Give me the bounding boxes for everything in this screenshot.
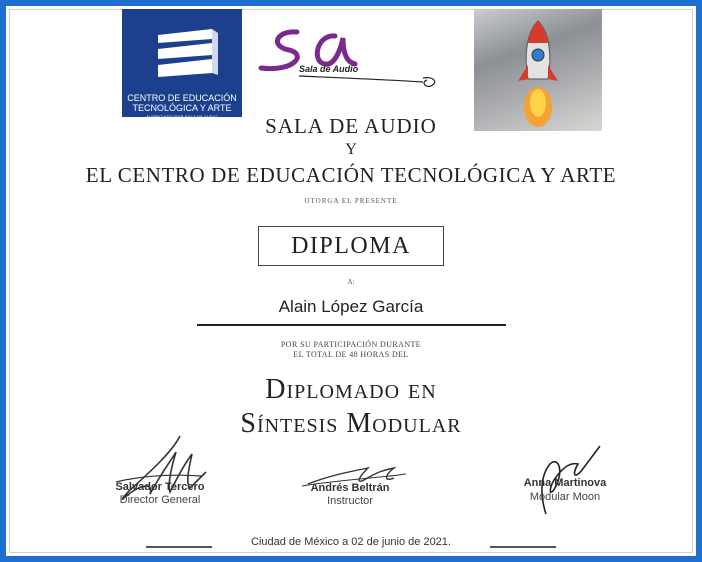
diploma-title: DIPLOMA: [258, 226, 444, 266]
recipient-underline: [197, 324, 506, 326]
signature-2-role: Instructor: [327, 495, 373, 507]
sala-de-audio-logo: [255, 22, 445, 92]
cet-logo-line2: TECNOLÓGICA Y ARTE: [132, 103, 232, 113]
rocket-icon: [474, 9, 602, 131]
participation-line-1: POR SU PARTICIPACIÓN DURANTE: [280, 340, 422, 349]
signature-1-name: Salvador Tercero: [115, 481, 205, 493]
cet-building-icon: [122, 9, 242, 93]
sala-logo-mark: [255, 22, 445, 92]
recipient-name: Alain López García: [278, 297, 424, 316]
footer-rule-right: [490, 546, 556, 548]
co-issuer-name: EL CENTRO DE EDUCACIÓN TECNOLÓGICA Y ARTE: [85, 163, 617, 187]
cet-logo: [122, 9, 242, 117]
to-label: A:: [347, 278, 355, 286]
signature-3-role: Modular Moon: [529, 491, 601, 503]
grants-text: OTORGA EL PRESENTE: [304, 197, 398, 205]
participation-line-2: EL TOTAL DE 48 HORAS DEL: [293, 350, 409, 359]
issuer-name: SALA DE AUDIO: [265, 114, 437, 138]
cet-logo-line1: CENTRO DE EDUCACIÓN: [127, 93, 237, 103]
course-title-line-1: Diplomado en: [265, 374, 437, 405]
sala-logo-caption: Sala de Audio: [299, 64, 359, 74]
signature-3-name: Anna Martinova: [523, 477, 607, 489]
conjunction: Y: [345, 141, 357, 158]
cet-logo-line3: AUSPICIADO POR SALA DE AUDIO: [146, 114, 218, 119]
signature-2-name: Andrés Beltrán: [310, 482, 390, 494]
course-title-line-2: Síntesis Modular: [240, 408, 462, 439]
signature-1-role: Director General: [119, 494, 201, 506]
place-and-date: Ciudad de México a 02 de junio de 2021.: [251, 536, 451, 548]
rocket-image: [474, 9, 602, 131]
